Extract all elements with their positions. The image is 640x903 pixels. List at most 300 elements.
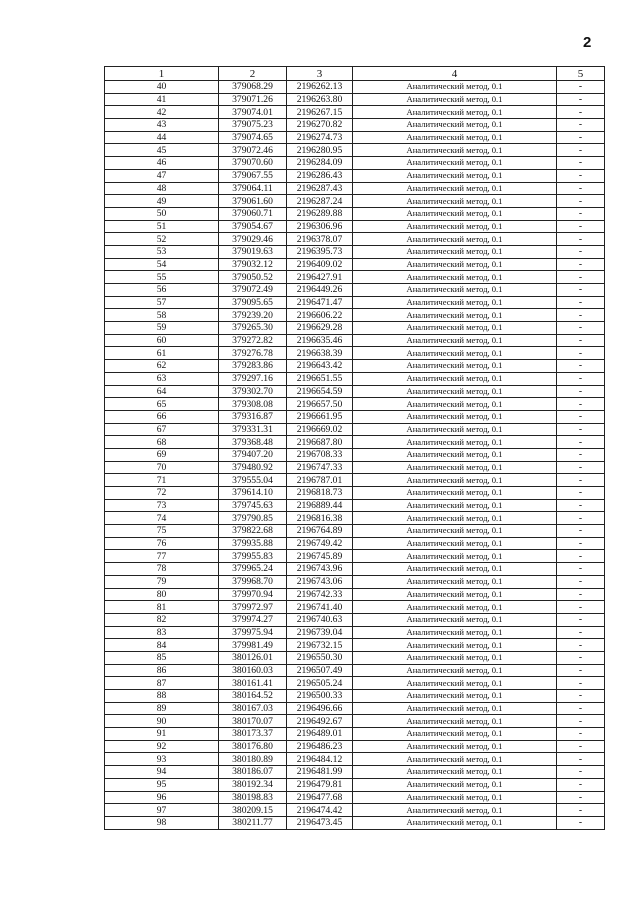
note-cell: -: [557, 245, 605, 258]
note-cell: -: [557, 639, 605, 652]
point-number-cell: 63: [105, 372, 219, 385]
table-row: [105, 284, 605, 297]
x-coordinate-cell: 379072.49: [219, 284, 287, 297]
y-coordinate-cell: 2196764.89: [287, 525, 353, 538]
method-cell: Аналитический метод, 0.1: [353, 677, 557, 690]
note-cell: -: [557, 728, 605, 741]
table-row: [105, 245, 605, 258]
point-number-cell: 71: [105, 474, 219, 487]
y-coordinate-cell: 2196747.33: [287, 461, 353, 474]
point-number-cell: 53: [105, 245, 219, 258]
point-number-cell: 97: [105, 804, 219, 817]
y-coordinate-cell: 2196638.39: [287, 347, 353, 360]
method-cell: Аналитический метод, 0.1: [353, 525, 557, 538]
method-cell: Аналитический метод, 0.1: [353, 639, 557, 652]
method-cell: Аналитический метод, 0.1: [353, 550, 557, 563]
method-cell: Аналитический метод, 0.1: [353, 448, 557, 461]
point-number-cell: 75: [105, 525, 219, 538]
x-coordinate-cell: 379965.24: [219, 563, 287, 576]
x-coordinate-cell: 379074.65: [219, 131, 287, 144]
column-header-5: 5: [557, 67, 605, 81]
table-row: [105, 410, 605, 423]
point-number-cell: 80: [105, 588, 219, 601]
column-header-2: 2: [219, 67, 287, 81]
table-row: [105, 588, 605, 601]
y-coordinate-cell: 2196657.50: [287, 398, 353, 411]
table-row: [105, 550, 605, 563]
point-number-cell: 59: [105, 322, 219, 335]
table-row: [105, 613, 605, 626]
table-row: [105, 487, 605, 500]
note-cell: -: [557, 766, 605, 779]
note-cell: -: [557, 258, 605, 271]
note-cell: -: [557, 347, 605, 360]
table-row: [105, 563, 605, 576]
x-coordinate-cell: 379297.16: [219, 372, 287, 385]
point-number-cell: 66: [105, 410, 219, 423]
y-coordinate-cell: 2196687.80: [287, 436, 353, 449]
x-coordinate-cell: 379029.46: [219, 233, 287, 246]
column-header-4: 4: [353, 67, 557, 81]
method-cell: Аналитический метод, 0.1: [353, 715, 557, 728]
table-row: [105, 258, 605, 271]
y-coordinate-cell: 2196743.96: [287, 563, 353, 576]
x-coordinate-cell: 380126.01: [219, 651, 287, 664]
point-number-cell: 81: [105, 601, 219, 614]
y-coordinate-cell: 2196395.73: [287, 245, 353, 258]
note-cell: -: [557, 448, 605, 461]
method-cell: Аналитический метод, 0.1: [353, 766, 557, 779]
y-coordinate-cell: 2196496.66: [287, 702, 353, 715]
y-coordinate-cell: 2196661.95: [287, 410, 353, 423]
y-coordinate-cell: 2196481.99: [287, 766, 353, 779]
point-number-cell: 43: [105, 119, 219, 132]
note-cell: -: [557, 220, 605, 233]
method-cell: Аналитический метод, 0.1: [353, 93, 557, 106]
x-coordinate-cell: 380186.07: [219, 766, 287, 779]
x-coordinate-cell: 379745.63: [219, 499, 287, 512]
point-number-cell: 84: [105, 639, 219, 652]
note-cell: -: [557, 474, 605, 487]
y-coordinate-cell: 2196654.59: [287, 385, 353, 398]
y-coordinate-cell: 2196287.43: [287, 182, 353, 195]
note-cell: -: [557, 512, 605, 525]
y-coordinate-cell: 2196286.43: [287, 169, 353, 182]
note-cell: -: [557, 284, 605, 297]
method-cell: Аналитический метод, 0.1: [353, 81, 557, 94]
table-row: [105, 182, 605, 195]
x-coordinate-cell: 380209.15: [219, 804, 287, 817]
x-coordinate-cell: 379368.48: [219, 436, 287, 449]
point-number-cell: 46: [105, 157, 219, 170]
x-coordinate-cell: 380180.89: [219, 753, 287, 766]
point-number-cell: 48: [105, 182, 219, 195]
method-cell: Аналитический метод, 0.1: [353, 182, 557, 195]
table-row: [105, 525, 605, 538]
table-row: [105, 207, 605, 220]
point-number-cell: 40: [105, 81, 219, 94]
method-cell: Аналитический метод, 0.1: [353, 195, 557, 208]
y-coordinate-cell: 2196606.22: [287, 309, 353, 322]
y-coordinate-cell: 2196274.73: [287, 131, 353, 144]
x-coordinate-cell: 379276.78: [219, 347, 287, 360]
method-cell: Аналитический метод, 0.1: [353, 144, 557, 157]
point-number-cell: 76: [105, 537, 219, 550]
table-row: [105, 690, 605, 703]
table-row: [105, 360, 605, 373]
point-number-cell: 56: [105, 284, 219, 297]
point-number-cell: 72: [105, 487, 219, 500]
note-cell: -: [557, 740, 605, 753]
point-number-cell: 45: [105, 144, 219, 157]
method-cell: Аналитический метод, 0.1: [353, 588, 557, 601]
x-coordinate-cell: 379095.65: [219, 296, 287, 309]
method-cell: Аналитический метод, 0.1: [353, 106, 557, 119]
table-row: [105, 233, 605, 246]
x-coordinate-cell: 379272.82: [219, 334, 287, 347]
y-coordinate-cell: 2196263.80: [287, 93, 353, 106]
point-number-cell: 94: [105, 766, 219, 779]
y-coordinate-cell: 2196473.45: [287, 816, 353, 829]
method-cell: Аналитический метод, 0.1: [353, 271, 557, 284]
table-row: [105, 740, 605, 753]
y-coordinate-cell: 2196743.06: [287, 575, 353, 588]
point-number-cell: 86: [105, 664, 219, 677]
y-coordinate-cell: 2196643.42: [287, 360, 353, 373]
point-number-cell: 90: [105, 715, 219, 728]
coordinates-table: [104, 66, 605, 830]
table-row: [105, 766, 605, 779]
note-cell: -: [557, 677, 605, 690]
y-coordinate-cell: 2196489.01: [287, 728, 353, 741]
y-coordinate-cell: 2196745.89: [287, 550, 353, 563]
table-row: [105, 385, 605, 398]
method-cell: Аналитический метод, 0.1: [353, 284, 557, 297]
table-row: [105, 81, 605, 94]
x-coordinate-cell: 379308.08: [219, 398, 287, 411]
y-coordinate-cell: 2196477.68: [287, 791, 353, 804]
y-coordinate-cell: 2196289.88: [287, 207, 353, 220]
y-coordinate-cell: 2196742.33: [287, 588, 353, 601]
method-cell: Аналитический метод, 0.1: [353, 360, 557, 373]
x-coordinate-cell: 379074.01: [219, 106, 287, 119]
note-cell: -: [557, 537, 605, 550]
table-row: [105, 677, 605, 690]
point-number-cell: 74: [105, 512, 219, 525]
x-coordinate-cell: 379968.70: [219, 575, 287, 588]
point-number-cell: 85: [105, 651, 219, 664]
note-cell: -: [557, 360, 605, 373]
y-coordinate-cell: 2196306.96: [287, 220, 353, 233]
note-cell: -: [557, 182, 605, 195]
note-cell: -: [557, 157, 605, 170]
table-row: [105, 626, 605, 639]
x-coordinate-cell: 379975.94: [219, 626, 287, 639]
table-row: [105, 169, 605, 182]
method-cell: Аналитический метод, 0.1: [353, 537, 557, 550]
x-coordinate-cell: 379075.23: [219, 119, 287, 132]
method-cell: Аналитический метод, 0.1: [353, 487, 557, 500]
note-cell: -: [557, 106, 605, 119]
table-row: [105, 347, 605, 360]
point-number-cell: 83: [105, 626, 219, 639]
x-coordinate-cell: 380211.77: [219, 816, 287, 829]
method-cell: Аналитический метод, 0.1: [353, 220, 557, 233]
y-coordinate-cell: 2196280.95: [287, 144, 353, 157]
table-row: [105, 601, 605, 614]
y-coordinate-cell: 2196479.81: [287, 778, 353, 791]
table-row: [105, 753, 605, 766]
y-coordinate-cell: 2196740.63: [287, 613, 353, 626]
y-coordinate-cell: 2196629.28: [287, 322, 353, 335]
point-number-cell: 96: [105, 791, 219, 804]
x-coordinate-cell: 379974.27: [219, 613, 287, 626]
table-row: [105, 448, 605, 461]
method-cell: Аналитический метод, 0.1: [353, 728, 557, 741]
table-row: [105, 639, 605, 652]
point-number-cell: 89: [105, 702, 219, 715]
x-coordinate-cell: 379316.87: [219, 410, 287, 423]
point-number-cell: 70: [105, 461, 219, 474]
table-row: [105, 778, 605, 791]
note-cell: -: [557, 778, 605, 791]
column-header-1: 1: [105, 67, 219, 81]
y-coordinate-cell: 2196500.33: [287, 690, 353, 703]
note-cell: -: [557, 525, 605, 538]
x-coordinate-cell: 379019.63: [219, 245, 287, 258]
y-coordinate-cell: 2196427.91: [287, 271, 353, 284]
method-cell: Аналитический метод, 0.1: [353, 322, 557, 335]
point-number-cell: 57: [105, 296, 219, 309]
table-row: [105, 271, 605, 284]
point-number-cell: 82: [105, 613, 219, 626]
method-cell: Аналитический метод, 0.1: [353, 334, 557, 347]
note-cell: -: [557, 131, 605, 144]
note-cell: -: [557, 385, 605, 398]
table-row: [105, 474, 605, 487]
x-coordinate-cell: 379822.68: [219, 525, 287, 538]
point-number-cell: 62: [105, 360, 219, 373]
y-coordinate-cell: 2196486.23: [287, 740, 353, 753]
note-cell: -: [557, 334, 605, 347]
point-number-cell: 73: [105, 499, 219, 512]
method-cell: Аналитический метод, 0.1: [353, 131, 557, 144]
note-cell: -: [557, 550, 605, 563]
y-coordinate-cell: 2196669.02: [287, 423, 353, 436]
x-coordinate-cell: 379068.29: [219, 81, 287, 94]
method-cell: Аналитический метод, 0.1: [353, 347, 557, 360]
table-row: [105, 651, 605, 664]
note-cell: -: [557, 715, 605, 728]
note-cell: -: [557, 702, 605, 715]
table-row: [105, 461, 605, 474]
x-coordinate-cell: 379070.60: [219, 157, 287, 170]
table-row: [105, 157, 605, 170]
point-number-cell: 68: [105, 436, 219, 449]
point-number-cell: 93: [105, 753, 219, 766]
x-coordinate-cell: 379790.85: [219, 512, 287, 525]
y-coordinate-cell: 2196818.73: [287, 487, 353, 500]
x-coordinate-cell: 379060.71: [219, 207, 287, 220]
point-number-cell: 98: [105, 816, 219, 829]
x-coordinate-cell: 379050.52: [219, 271, 287, 284]
table-row: [105, 106, 605, 119]
method-cell: Аналитический метод, 0.1: [353, 563, 557, 576]
method-cell: Аналитический метод, 0.1: [353, 436, 557, 449]
y-coordinate-cell: 2196550.30: [287, 651, 353, 664]
method-cell: Аналитический метод, 0.1: [353, 753, 557, 766]
x-coordinate-cell: 379331.31: [219, 423, 287, 436]
method-cell: Аналитический метод, 0.1: [353, 702, 557, 715]
table-row: [105, 575, 605, 588]
method-cell: Аналитический метод, 0.1: [353, 575, 557, 588]
y-coordinate-cell: 2196474.42: [287, 804, 353, 817]
point-number-cell: 79: [105, 575, 219, 588]
note-cell: -: [557, 169, 605, 182]
y-coordinate-cell: 2196484.12: [287, 753, 353, 766]
method-cell: Аналитический метод, 0.1: [353, 157, 557, 170]
y-coordinate-cell: 2196378.07: [287, 233, 353, 246]
y-coordinate-cell: 2196732.15: [287, 639, 353, 652]
point-number-cell: 61: [105, 347, 219, 360]
note-cell: -: [557, 601, 605, 614]
method-cell: Аналитический метод, 0.1: [353, 169, 557, 182]
table-row: [105, 499, 605, 512]
note-cell: -: [557, 423, 605, 436]
note-cell: -: [557, 753, 605, 766]
point-number-cell: 52: [105, 233, 219, 246]
point-number-cell: 41: [105, 93, 219, 106]
note-cell: -: [557, 398, 605, 411]
method-cell: Аналитический метод, 0.1: [353, 804, 557, 817]
table-row: [105, 334, 605, 347]
point-number-cell: 42: [105, 106, 219, 119]
method-cell: Аналитический метод, 0.1: [353, 664, 557, 677]
note-cell: -: [557, 816, 605, 829]
y-coordinate-cell: 2196270.82: [287, 119, 353, 132]
point-number-cell: 92: [105, 740, 219, 753]
table-row: [105, 93, 605, 106]
x-coordinate-cell: 379981.49: [219, 639, 287, 652]
y-coordinate-cell: 2196409.02: [287, 258, 353, 271]
y-coordinate-cell: 2196449.26: [287, 284, 353, 297]
note-cell: -: [557, 271, 605, 284]
x-coordinate-cell: 379061.60: [219, 195, 287, 208]
x-coordinate-cell: 379072.46: [219, 144, 287, 157]
table-row: [105, 144, 605, 157]
method-cell: Аналитический метод, 0.1: [353, 626, 557, 639]
table-row: [105, 436, 605, 449]
x-coordinate-cell: 379407.20: [219, 448, 287, 461]
x-coordinate-cell: 380192.34: [219, 778, 287, 791]
x-coordinate-cell: 379972.97: [219, 601, 287, 614]
method-cell: Аналитический метод, 0.1: [353, 385, 557, 398]
note-cell: -: [557, 690, 605, 703]
note-cell: -: [557, 563, 605, 576]
x-coordinate-cell: 379970.94: [219, 588, 287, 601]
x-coordinate-cell: 379283.86: [219, 360, 287, 373]
note-cell: -: [557, 93, 605, 106]
y-coordinate-cell: 2196651.55: [287, 372, 353, 385]
x-coordinate-cell: 379614.10: [219, 487, 287, 500]
method-cell: Аналитический метод, 0.1: [353, 499, 557, 512]
method-cell: Аналитический метод, 0.1: [353, 119, 557, 132]
x-coordinate-cell: 379239.20: [219, 309, 287, 322]
point-number-cell: 55: [105, 271, 219, 284]
x-coordinate-cell: 379064.11: [219, 182, 287, 195]
method-cell: Аналитический метод, 0.1: [353, 512, 557, 525]
page-number: 2: [583, 34, 592, 51]
x-coordinate-cell: 380198.83: [219, 791, 287, 804]
note-cell: -: [557, 613, 605, 626]
y-coordinate-cell: 2196284.09: [287, 157, 353, 170]
method-cell: Аналитический метод, 0.1: [353, 791, 557, 804]
table-row: [105, 220, 605, 233]
note-cell: -: [557, 144, 605, 157]
note-cell: -: [557, 436, 605, 449]
x-coordinate-cell: 379054.67: [219, 220, 287, 233]
note-cell: -: [557, 410, 605, 423]
y-coordinate-cell: 2196889.44: [287, 499, 353, 512]
point-number-cell: 65: [105, 398, 219, 411]
method-cell: Аналитический метод, 0.1: [353, 778, 557, 791]
method-cell: Аналитический метод, 0.1: [353, 372, 557, 385]
y-coordinate-cell: 2196708.33: [287, 448, 353, 461]
note-cell: -: [557, 804, 605, 817]
method-cell: Аналитический метод, 0.1: [353, 740, 557, 753]
x-coordinate-cell: 380176.80: [219, 740, 287, 753]
note-cell: -: [557, 664, 605, 677]
point-number-cell: 50: [105, 207, 219, 220]
note-cell: -: [557, 651, 605, 664]
point-number-cell: 87: [105, 677, 219, 690]
method-cell: Аналитический метод, 0.1: [353, 233, 557, 246]
x-coordinate-cell: 379071.26: [219, 93, 287, 106]
table-row: [105, 309, 605, 322]
point-number-cell: 49: [105, 195, 219, 208]
note-cell: -: [557, 296, 605, 309]
point-number-cell: 69: [105, 448, 219, 461]
method-cell: Аналитический метод, 0.1: [353, 398, 557, 411]
method-cell: Аналитический метод, 0.1: [353, 296, 557, 309]
point-number-cell: 67: [105, 423, 219, 436]
x-coordinate-cell: 380167.03: [219, 702, 287, 715]
table-row: [105, 195, 605, 208]
point-number-cell: 60: [105, 334, 219, 347]
note-cell: -: [557, 372, 605, 385]
table-row: [105, 816, 605, 829]
table-row: [105, 119, 605, 132]
y-coordinate-cell: 2196739.04: [287, 626, 353, 639]
note-cell: -: [557, 499, 605, 512]
point-number-cell: 77: [105, 550, 219, 563]
table-row: [105, 423, 605, 436]
x-coordinate-cell: 380161.41: [219, 677, 287, 690]
y-coordinate-cell: 2196507.49: [287, 664, 353, 677]
x-coordinate-cell: 379067.55: [219, 169, 287, 182]
table-row: [105, 131, 605, 144]
note-cell: -: [557, 233, 605, 246]
x-coordinate-cell: 379955.83: [219, 550, 287, 563]
y-coordinate-cell: 2196505.24: [287, 677, 353, 690]
note-cell: -: [557, 309, 605, 322]
x-coordinate-cell: 379302.70: [219, 385, 287, 398]
point-number-cell: 95: [105, 778, 219, 791]
point-number-cell: 58: [105, 309, 219, 322]
point-number-cell: 64: [105, 385, 219, 398]
y-coordinate-cell: 2196741.40: [287, 601, 353, 614]
method-cell: Аналитический метод, 0.1: [353, 258, 557, 271]
